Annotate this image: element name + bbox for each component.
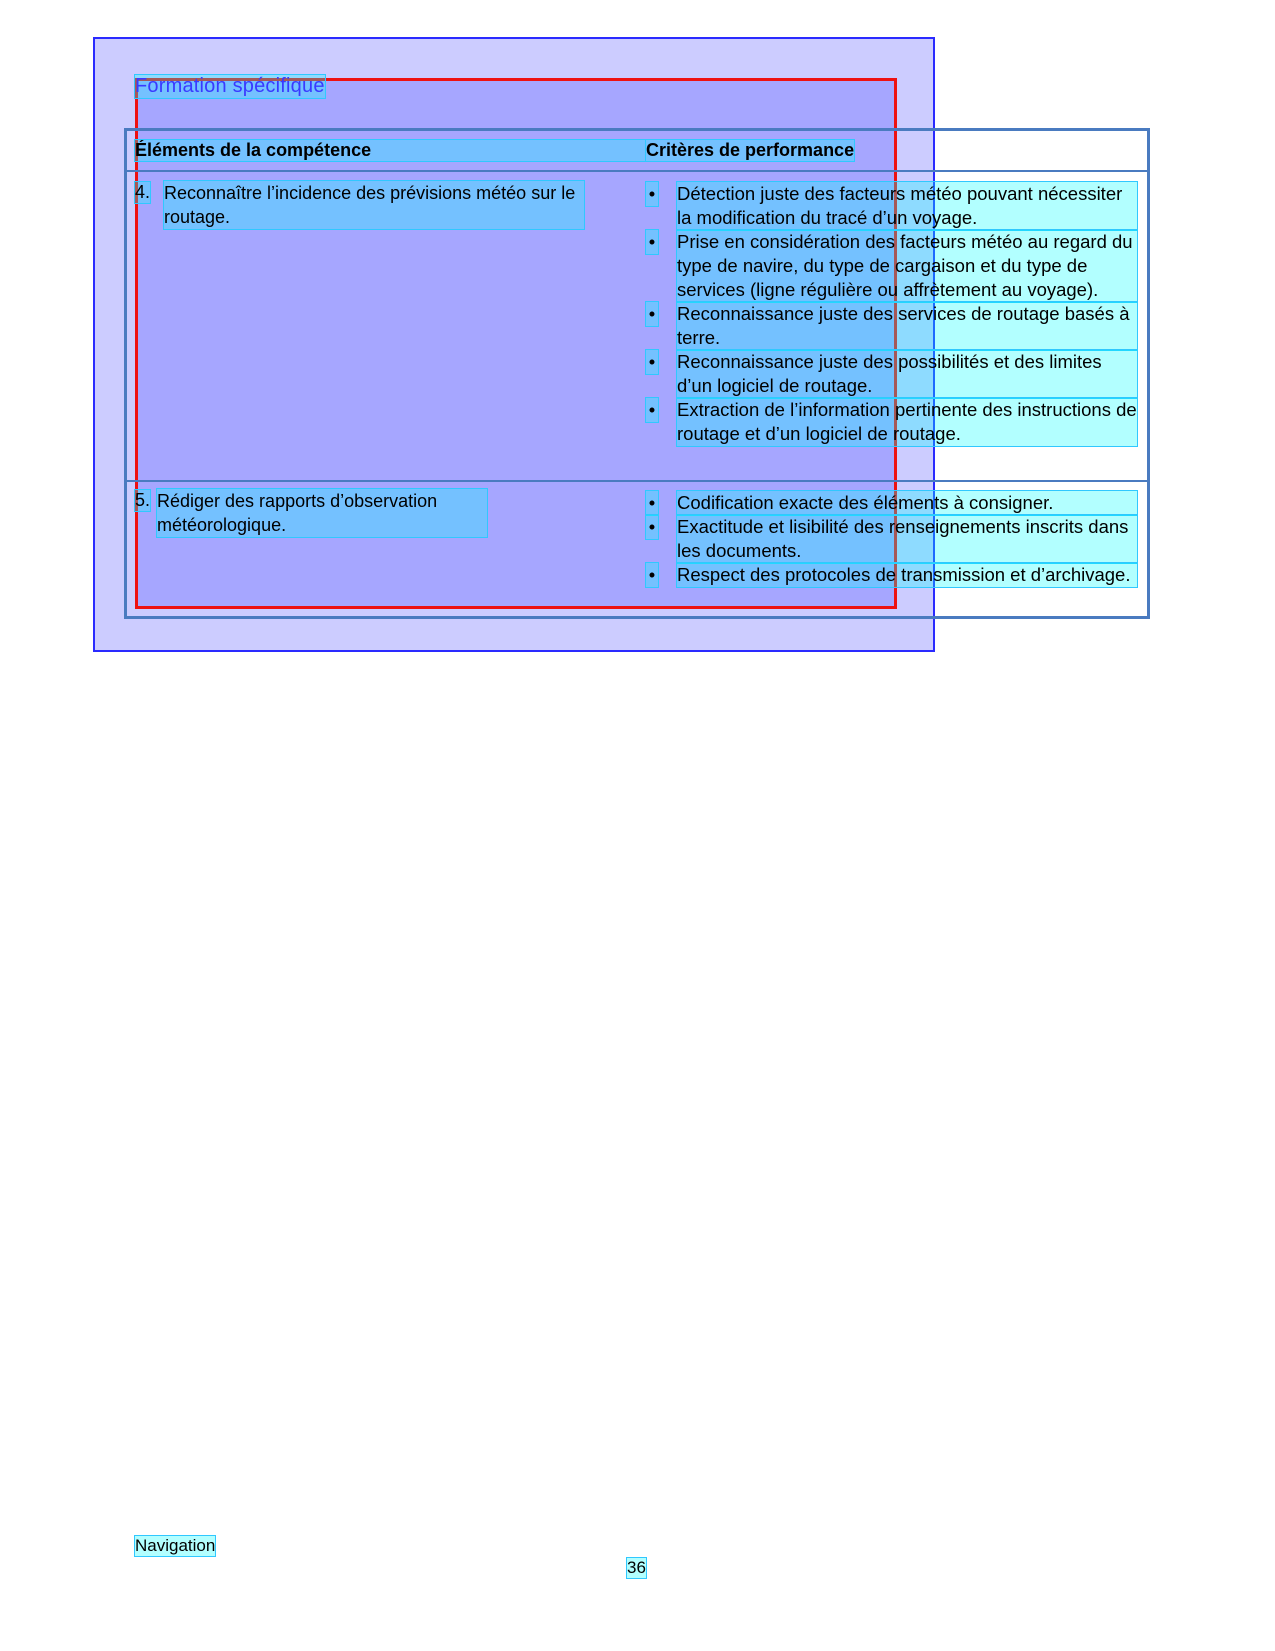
- list-item: • Détection juste des facteurs météo pouvant nécessiter la modification du tracé d’un voyage.: [644, 182, 1137, 230]
- footer-label: Navigation: [135, 1536, 216, 1555]
- row-number: 4.: [135, 182, 151, 202]
- row-element: Reconnaître l’incidence des prévisions météo sur le routage.: [164, 181, 584, 229]
- bullet-icon: •: [646, 230, 658, 254]
- header-criteria: Critères de performance: [646, 140, 855, 160]
- bullet-icon: •: [646, 350, 658, 374]
- row-element: Rédiger des rapports d’observation météorologique.: [157, 489, 487, 537]
- section-title: Formation spécifique: [135, 75, 325, 97]
- bullet-icon: •: [646, 302, 658, 326]
- list-item: • Respect des protocoles de transmission et d’archivage.: [644, 563, 1137, 587]
- row-number: 5.: [135, 490, 151, 510]
- list-item: • Reconnaissance juste des services de routage basés à terre.: [644, 302, 1137, 350]
- list-item: • Exactitude et lisibilité des renseignements inscrits dans les documents.: [644, 515, 1137, 563]
- bullet-icon: •: [646, 563, 658, 587]
- criteria-list: [644, 182, 1137, 446]
- bullet-icon: •: [646, 491, 658, 515]
- header-divider: [124, 170, 1150, 172]
- bullet-icon: •: [646, 182, 658, 206]
- page-number: 36: [627, 1558, 646, 1577]
- list-item: • Prise en considération des facteurs météo au regard du type de navire, du type de cargaison et du type de services (ligne régulière ou affrètement au voyage).: [644, 230, 1137, 302]
- bullet-icon: •: [646, 398, 658, 422]
- criteria-list: [644, 491, 1137, 587]
- list-item: • Reconnaissance juste des possibilités et des limites d’un logiciel de routage.: [644, 350, 1137, 398]
- row-divider: [124, 480, 1150, 482]
- list-item: • Extraction de l’information pertinente des instructions de routage et d’un logiciel de routage.: [644, 398, 1137, 446]
- header-elements: Éléments de la compétence: [135, 140, 645, 161]
- bullet-icon: •: [646, 515, 658, 539]
- list-item: • Codification exacte des éléments à consigner.: [644, 491, 1137, 515]
